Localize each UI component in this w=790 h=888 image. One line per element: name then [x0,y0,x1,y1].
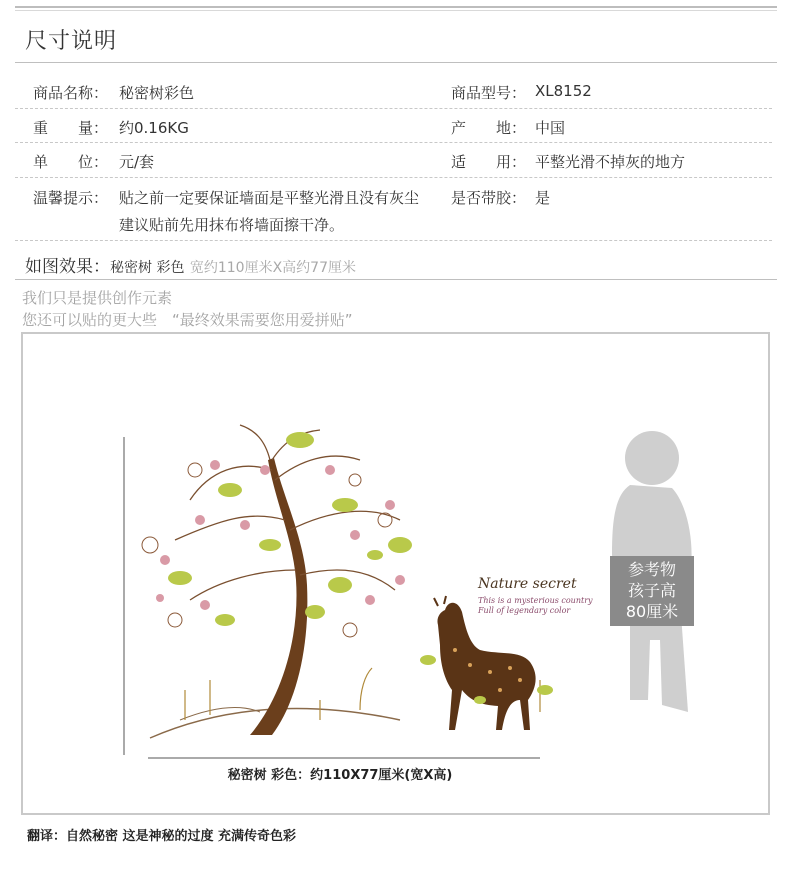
spec-value: 中国 [535,119,566,137]
translation-footer: 翻译：自然秘密 这是神秘的过度 充满传奇色彩 [27,829,297,844]
spec-value: 秘密树彩色 [119,84,195,102]
reference-line: 孩子高 [627,581,676,600]
tree-trunk [250,458,307,735]
ground-curve [180,708,260,721]
spec-label: 是否带胶： [451,189,527,207]
note-line-1: 我们只是提供创作元素 [22,289,173,307]
spec-value: 贴之前一定要保证墙面是平整光滑且没有灰尘 [119,189,420,207]
spec-label: 商品名称： [33,84,109,102]
deer-figure [434,596,536,730]
note-line-2: 您还可以贴的更大些 “最终效果需要您用爱拼贴” [22,311,353,329]
spec-value: 元/套 [119,153,155,171]
artwork-caption: 秘密树 彩色：约110X77厘米(宽X高) [227,768,453,783]
spec-label: 重 量： [33,119,109,137]
spec-label: 温馨提示： [33,189,109,207]
spec-value: 约0.16KG [119,119,189,137]
spec-value: 平整光滑不掉灰的地方 [535,153,686,171]
effect-label: 如图效果： [25,257,110,277]
effect-product: 秘密树 彩色 [110,260,185,276]
spec-label: 产 地： [451,119,527,137]
spec-value: XL8152 [535,82,592,100]
reference-line: 参考物 [627,560,676,579]
spec-label: 商品型号： [451,84,527,102]
section-title: 尺寸说明 [25,29,118,54]
spec-label: 单 位： [33,153,109,171]
spec-value: 是 [535,189,551,207]
spec-label: 适 用： [451,153,527,171]
nature-secret-line2: Full of legendary color [478,606,571,615]
nature-secret-line1: This is a mysterious country [478,596,593,605]
reference-line: 80厘米 [625,602,679,621]
spec-value-line2: 建议贴前先用抹布将墙面擦干净。 [119,216,345,234]
reference-label [610,556,694,626]
effect-size: 宽约110厘米X高约77厘米 [189,260,356,276]
nature-secret-title: Nature secret [478,576,577,592]
